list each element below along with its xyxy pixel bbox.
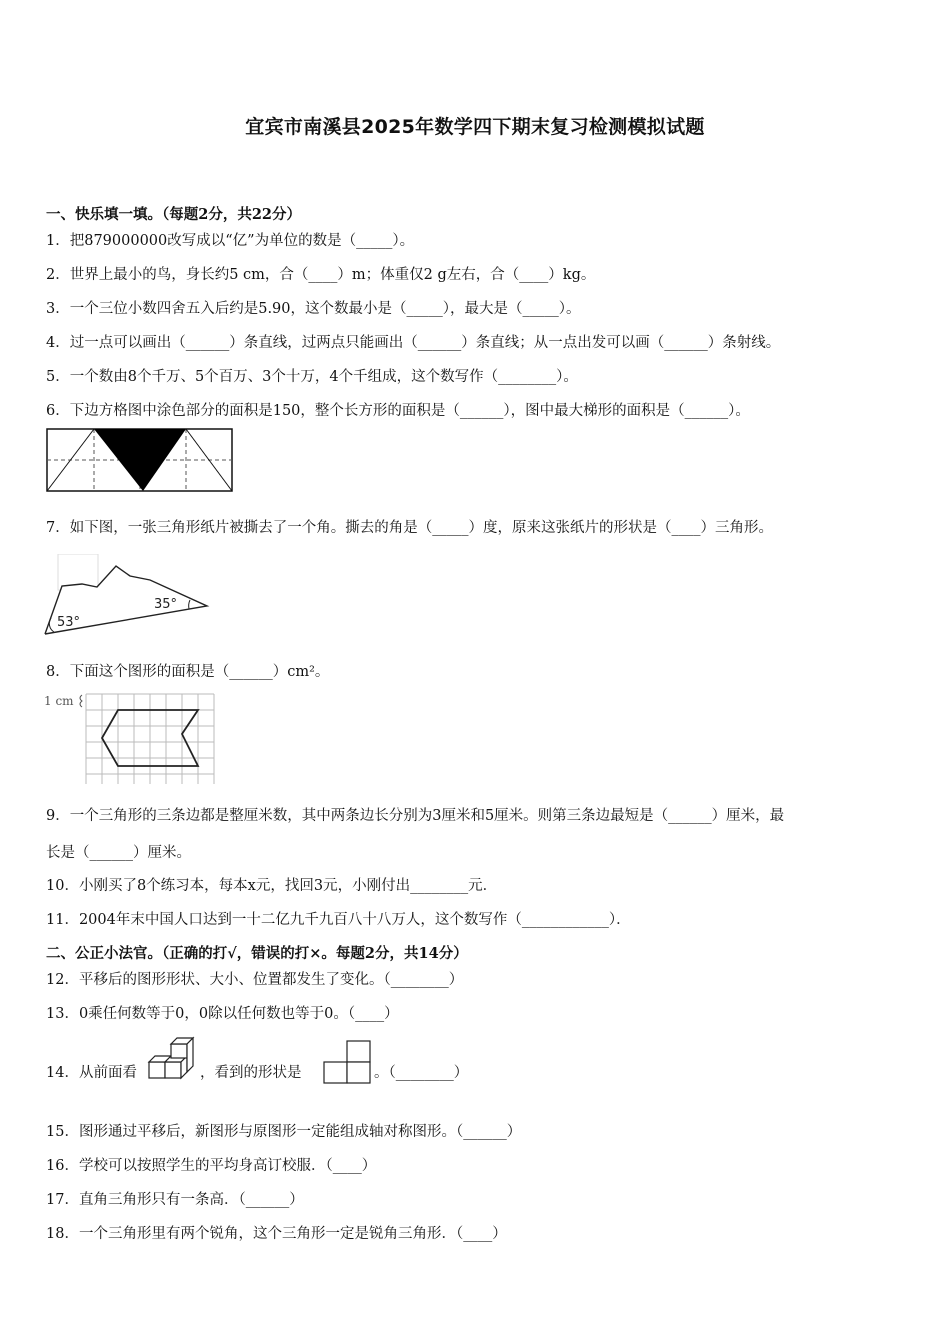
question-9: 9．一个三角形的三条边都是整厘米数，其中两条边长分别为3厘米和5厘米。则第三条边最短是（______）厘米，最 bbox=[46, 808, 785, 824]
cube-stack-figure bbox=[147, 1036, 197, 1084]
page-title: 宜宾市南溪县2025年数学四下期末复习检测模拟试题 bbox=[245, 116, 705, 138]
question-3: 3．一个三位小数四舍五入后约是5.90，这个数最小是（_____），最大是（_____）。 bbox=[46, 301, 581, 317]
grid-area-figure bbox=[44, 690, 219, 788]
question-6: 6．下边方格图中涂色部分的面积是150，整个长方形的面积是（______），图中最大梯形的面积是（______）。 bbox=[46, 403, 750, 419]
section-heading-1: 一、快乐填一填。（每题2分，共22分） bbox=[46, 206, 302, 223]
question-14-middle: ，看到的形状是 bbox=[200, 1065, 302, 1081]
question-2: 2．世界上最小的鸟，身长约5 cm，合（____）m；体重仅2 g左右，合（____）kg。 bbox=[46, 267, 596, 283]
question-9-continued: 长是（______）厘米。 bbox=[46, 845, 191, 861]
question-1: 1．把879000000改写成以“亿”为单位的数是（_____）。 bbox=[46, 233, 415, 249]
angle-label-right: 35° bbox=[154, 597, 178, 612]
question-17: 17．直角三角形只有一条高．（______） bbox=[46, 1192, 304, 1208]
unit-label: 1 cm bbox=[44, 694, 74, 708]
question-14-tail: 。（________） bbox=[374, 1065, 469, 1081]
grid-rectangle-figure bbox=[46, 428, 234, 494]
question-16: 16．学校可以按照学生的平均身高订校服．（____） bbox=[46, 1158, 377, 1174]
question-11: 11．2004年末中国人口达到一十二亿九千九百八十八万人，这个数写作（____________）． bbox=[46, 912, 631, 928]
question-7: 7．如下图，一张三角形纸片被撕去了一个角。撕去的角是（_____）度，原来这张纸片的形状是（____）三角形。 bbox=[46, 520, 773, 536]
question-5: 5．一个数由8个千万、5个百万、3个十万，4个千组成，这个数写作（________）。 bbox=[46, 369, 578, 385]
question-10: 10．小刚买了8个练习本，每本x元，找回3元，小刚付出________元． bbox=[46, 878, 498, 894]
front-view-figure bbox=[322, 1040, 374, 1086]
question-4: 4．过一点可以画出（______）条直线，过两点只能画出（______）条直线；从一点出发可以画（______）条射线。 bbox=[46, 335, 781, 351]
question-18: 18．一个三角形里有两个锐角，这个三角形一定是锐角三角形．（____） bbox=[46, 1226, 507, 1242]
question-13: 13．0乘任何数等于0，0除以任何数也等于0。（____） bbox=[46, 1006, 399, 1022]
question-14-lead: 14．从前面看 bbox=[46, 1065, 137, 1081]
torn-triangle-figure bbox=[42, 554, 214, 638]
question-8: 8．下面这个图形的面积是（______）cm²。 bbox=[46, 664, 330, 680]
question-12: 12．平移后的图形形状、大小、位置都发生了变化。（________） bbox=[46, 972, 464, 988]
section-heading-2: 二、公正小法官。（正确的打√，错误的打×。每题2分，共14分） bbox=[46, 945, 468, 962]
angle-label-left: 53° bbox=[57, 615, 81, 630]
question-15: 15．图形通过平移后，新图形与原图形一定能组成轴对称图形。（______） bbox=[46, 1124, 522, 1140]
